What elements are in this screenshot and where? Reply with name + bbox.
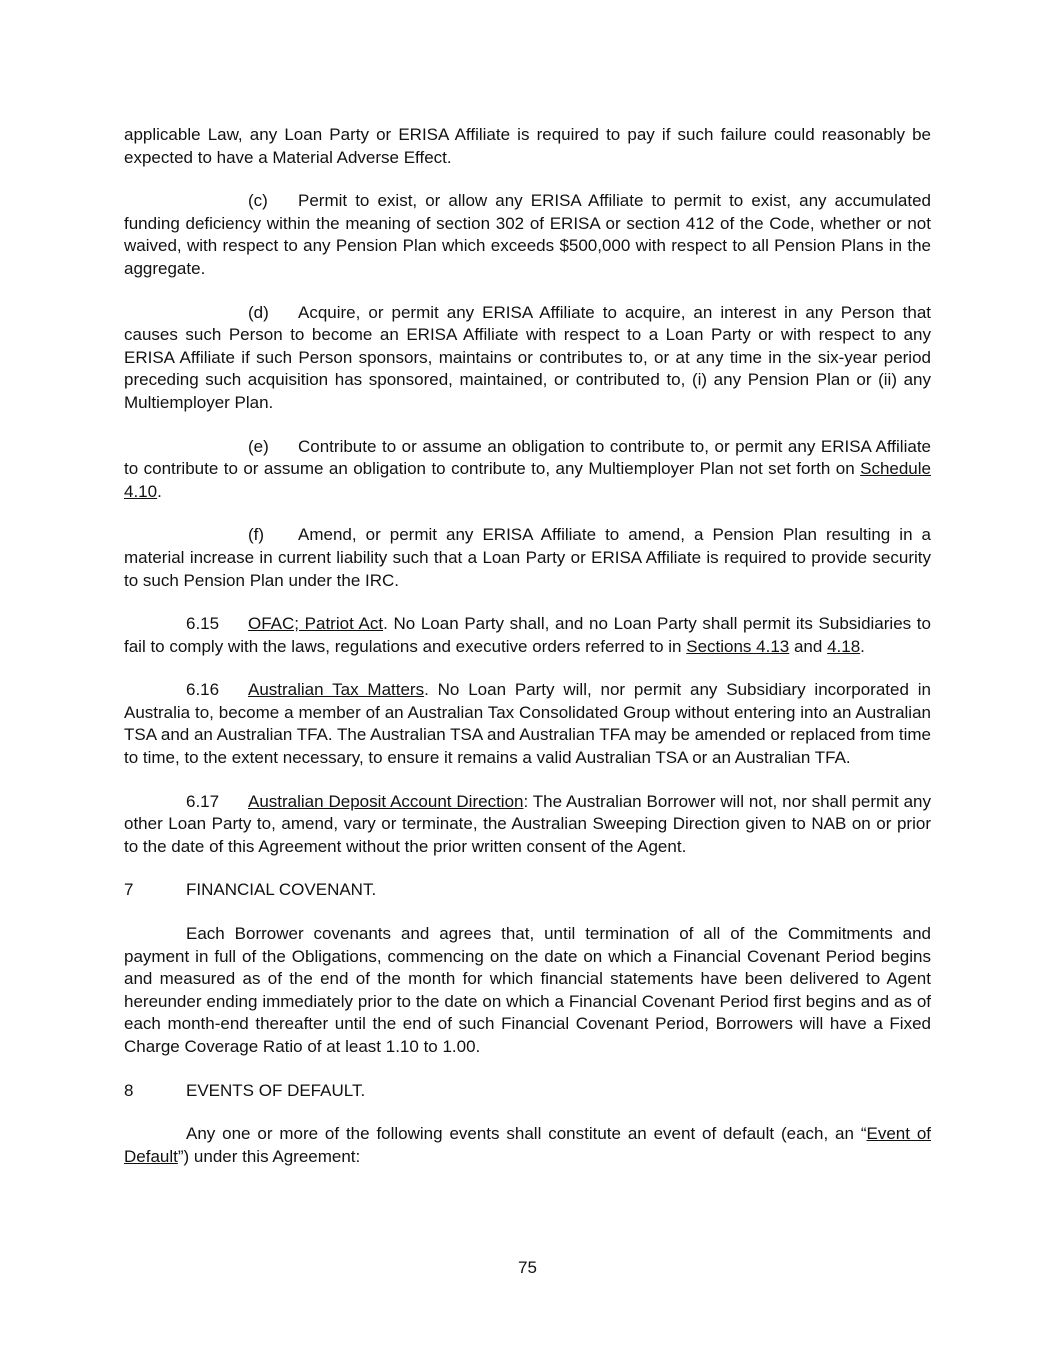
section-number: 6.16 [186, 680, 220, 700]
paragraph-text: Any one or more of the following events shall constitute an event of default (each, an “ [186, 1124, 867, 1144]
clause-text: Contribute to or assume an obligation to contribute to, or permit any ERISA Affiliate to contribute to or assume an obligation to contribute to, any Multiemployer Plan not set forth on [124, 436, 931, 479]
section-number: 6.15 [186, 614, 220, 634]
section-text: . No Loan Party will, nor permit any Subsidiary incorporated in Australia to, become a member of an Australian Tax Consolidated Group without entering into an Australian TSA and an Australian TFA. The Australian TSA and Australian TFA may be amended or replaced from time to time, to the extent necessary, to ensure it remains a valid Australian TSA or an Australian TFA. [124, 680, 931, 768]
schedule-reference-link[interactable]: Schedule 4.10 [124, 459, 931, 501]
clause-label: (f) [248, 525, 265, 545]
clause-f [124, 524, 931, 592]
section-title: OFAC; Patriot Act [248, 614, 384, 634]
heading-number: 8 [124, 1080, 134, 1100]
section-6-15 [124, 613, 931, 658]
clause-text: Permit to exist, or allow any ERISA Affiliate to permit to exist, any accumulated funding deficiency within the meaning of section 302 of ERISA or section 412 of the Code, whether or not waived, with respect to any Pension Plan which exceeds $500,000 with respect to all Pension Plans in the aggregate. [124, 191, 931, 278]
section-title: Australian Tax Matters [248, 680, 425, 700]
paragraph-financial-covenant: Each Borrower covenants and agrees that, until termination of all of the Commitments and payment in full of the Obligations, commencing on the date on which a Financial Covenant Period begins and measured as of the end of the month for which financial statements have been delivered to Agent hereunder ending immediately prior to the date on which a Financial Covenant Period first begins and as of each month-end thereafter until the end of such Financial Covenant Period, Borrowers will have a Fixed Charge Coverage Ratio of at least 1.10 to 1.00. [124, 924, 931, 1056]
clause-label: (c) [248, 191, 268, 211]
sections-reference-link[interactable]: Sections 4.13 [686, 636, 790, 656]
defined-term-link[interactable]: Event of Default [124, 1124, 932, 1166]
clause-d [124, 302, 931, 415]
paragraph-continuation: applicable Law, any Loan Party or ERISA Affiliate is required to pay if such failure could reasonably be expected to have a Material Adverse Effect. [124, 125, 931, 167]
clause-text: Acquire, or permit any ERISA Affiliate to acquire, an interest in any Person that causes such Person to become an ERISA Affiliate with respect to a Loan Party or with respect to any ERISA Affiliate if such Person sponsors, maintains or contributes to, or at any time in the six-year period preceding such acquisition has sponsored, maintained, or contributed to, (i) any Pension Plan or (ii) any Multiemployer Plan. [124, 302, 931, 412]
section-6-16 [124, 679, 931, 769]
clause-label: (d) [248, 302, 269, 322]
page-number: 75 [518, 1258, 537, 1277]
heading-number: 7 [124, 880, 134, 900]
section-number: 6.17 [186, 791, 220, 811]
heading-article-8 [124, 1080, 931, 1103]
document-body [124, 124, 931, 1189]
section-reference-link[interactable]: 4.18 [827, 636, 861, 656]
heading-title: EVENTS OF DEFAULT. [186, 1080, 366, 1100]
clause-end: . [157, 481, 162, 501]
section-and: and [789, 636, 828, 656]
heading-title: FINANCIAL COVENANT. [186, 880, 377, 900]
clause-label: (e) [248, 436, 269, 456]
paragraph-end: ”) under this Agreement: [177, 1146, 361, 1166]
clause-e [124, 436, 931, 504]
heading-article-7 [124, 879, 931, 902]
paragraph-events-of-default [124, 1123, 931, 1168]
section-title: Australian Deposit Account Direction [248, 791, 524, 811]
clause-text: Amend, or permit any ERISA Affiliate to amend, a Pension Plan resulting in a material increase in current liability such that a Loan Party or ERISA Affiliate is required to provide security to such Pension Plan under the IRC. [124, 525, 931, 590]
section-6-17 [124, 791, 931, 859]
clause-c [124, 190, 931, 280]
section-end: . [860, 636, 865, 656]
section-text: . No Loan Party shall, and no Loan Party shall permit its Subsidiaries to fail to comply with the laws, regulations and executive orders referred to in [124, 614, 931, 656]
section-text: : The Australian Borrower will not, nor shall permit any other Loan Party to, amend, vary or terminate, the Australian Sweeping Direction given to NAB on or prior to the date of this Agreement without the prior written consent of the Agent. [124, 791, 931, 856]
